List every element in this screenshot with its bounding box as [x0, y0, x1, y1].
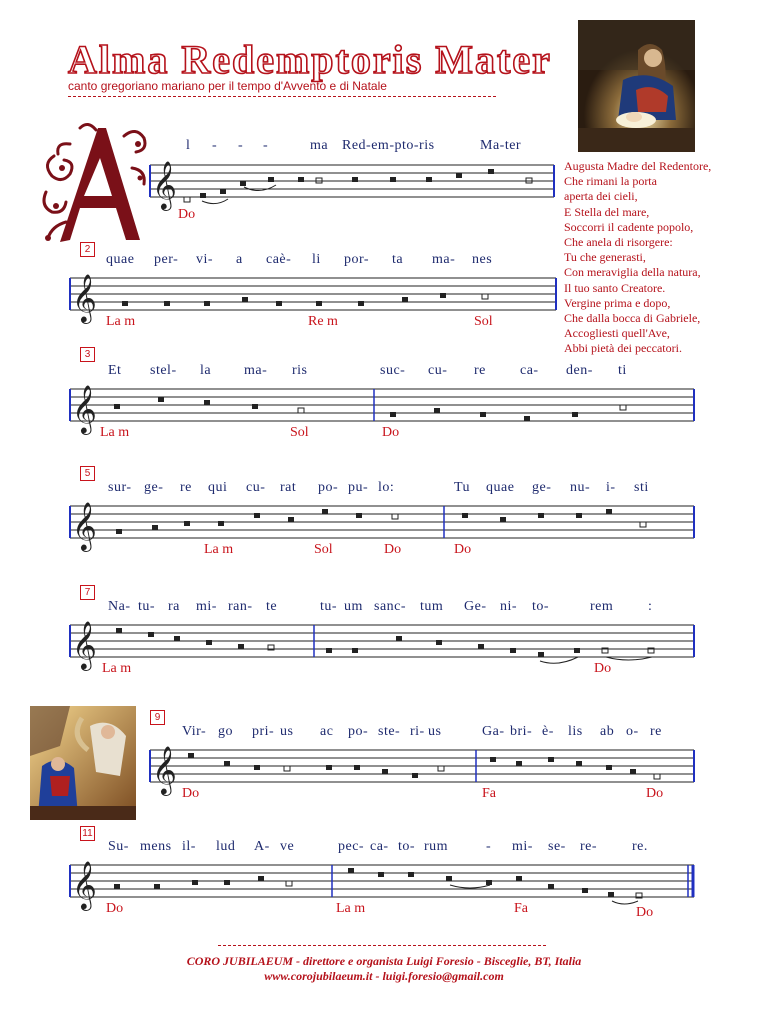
chord-label: La m: [106, 314, 136, 329]
measure-number: 5: [80, 466, 95, 481]
chord-label: Do: [594, 661, 612, 676]
translation-line: E Stella del mare,: [564, 204, 650, 219]
music-system-4: [68, 480, 696, 565]
lyric-syllable: nu-: [570, 480, 591, 495]
translation-line: Che rimani la porta: [564, 174, 657, 189]
lyric-syllable: ca-: [520, 363, 539, 378]
lyric-syllable: rem: [590, 599, 614, 614]
lyric-syllable: us: [280, 724, 294, 739]
lyric-syllable: rum: [424, 839, 449, 854]
lyric-syllable: sanc-: [374, 599, 407, 614]
chord-label: Do: [106, 901, 124, 916]
lyric-syllable: ni-: [500, 599, 518, 614]
lyric-syllable: pec-: [338, 839, 365, 854]
lyric-syllable: re.: [632, 839, 648, 854]
music-system-5: [68, 599, 696, 684]
lyric-syllable: bri-: [510, 724, 533, 739]
annunciation-painting: [30, 706, 136, 820]
lyric-syllable: ri-: [410, 724, 425, 739]
lyric-syllable: tu-: [138, 599, 156, 614]
chord-label: Fa: [482, 786, 496, 801]
lyrics-line: [148, 138, 556, 158]
chord-label: Do: [454, 542, 472, 557]
lyric-syllable: ris: [292, 363, 308, 378]
lyric-syllable: tu-: [320, 599, 338, 614]
lyric-syllable: la: [200, 363, 212, 378]
lyric-syllable: po-: [318, 480, 339, 495]
lyric-syllable: ve: [280, 839, 295, 854]
lyric-syllable: ran-: [228, 599, 253, 614]
lyric-syllable: ge-: [144, 480, 164, 495]
lyric-syllable: lo:: [378, 480, 395, 495]
lyric-syllable: li: [312, 252, 321, 267]
lyric-syllable: per-: [154, 252, 179, 267]
chord-label: La m: [100, 425, 130, 440]
svg-text:𝄞: 𝄞: [152, 160, 177, 209]
lyric-syllable: lis: [568, 724, 583, 739]
lyric-syllable: -: [263, 138, 269, 153]
chord-label: Do: [384, 542, 402, 557]
footer-contacts[interactable]: www.corojubilaeum.it - luigi.foresio@gmail.com: [264, 969, 504, 983]
lyric-syllable: ca-: [370, 839, 389, 854]
italian-translation: [564, 159, 754, 357]
illuminated-initial: [40, 122, 150, 250]
chord-label: Re m: [308, 314, 338, 329]
music-system-2: [68, 252, 558, 342]
page-subtitle: canto gregoriano mariano per il tempo d'Avvento e di Natale: [68, 79, 387, 93]
chord-label: Sol: [474, 314, 493, 329]
lyrics-line: [148, 724, 696, 744]
lyric-syllable: us: [428, 724, 442, 739]
page-title: Alma Redemptoris Mater: [68, 37, 552, 82]
lyric-syllable: Red-em-pto-ris: [342, 138, 435, 153]
staff-lines: [68, 859, 696, 919]
lyric-syllable: ti: [618, 363, 627, 378]
lyric-syllable: ma-: [244, 363, 268, 378]
lyric-syllable: A-: [254, 839, 270, 854]
lyric-syllable: por-: [344, 252, 370, 267]
lyric-syllable: re-: [580, 839, 598, 854]
measure-number: 7: [80, 585, 95, 600]
lyric-syllable: :: [648, 599, 653, 614]
lyric-syllable: Et: [108, 363, 122, 378]
lyric-syllable: ma: [310, 138, 329, 153]
lyric-syllable: Su-: [108, 839, 129, 854]
lyric-syllable: quae: [486, 480, 515, 495]
lyric-syllable: o-: [626, 724, 639, 739]
lyric-syllable: il-: [182, 839, 196, 854]
lyric-syllable: ac: [320, 724, 334, 739]
lyric-syllable: i-: [606, 480, 616, 495]
staff-lines: [148, 159, 556, 229]
measure-number: 11: [80, 826, 95, 841]
music-system-3: [68, 363, 696, 448]
svg-text:𝄞: 𝄞: [72, 384, 97, 433]
lyric-syllable: Ma-ter: [480, 138, 522, 153]
chord-label: La m: [204, 542, 234, 557]
lyric-syllable: vi-: [196, 252, 214, 267]
lyric-syllable: caè-: [266, 252, 292, 267]
chord-label: La m: [336, 901, 366, 916]
lyric-syllable: qui: [208, 480, 228, 495]
translation-line: Augusta Madre del Redentore,: [564, 159, 712, 173]
measure-number: 9: [150, 710, 165, 725]
lyric-syllable: sur-: [108, 480, 132, 495]
svg-text:𝄞: 𝄞: [72, 620, 97, 669]
lyric-syllable: Ga-: [482, 724, 505, 739]
lyric-syllable: rat: [280, 480, 297, 495]
lyric-syllable: stel-: [150, 363, 177, 378]
chord-label: Do: [636, 905, 654, 920]
nativity-painting: [578, 20, 695, 152]
lyric-syllable: go: [218, 724, 233, 739]
lyric-syllable: Na-: [108, 599, 131, 614]
lyrics-line: [68, 839, 696, 859]
music-system-7: [68, 839, 696, 924]
music-system-1: [148, 135, 556, 235]
translation-line: Con meraviglia della natura,: [564, 265, 701, 280]
chord-label: Fa: [514, 901, 528, 916]
chord-label: Do: [178, 207, 196, 222]
lyric-syllable: mi-: [196, 599, 217, 614]
lyric-syllable: re: [474, 363, 486, 378]
lyrics-line: [68, 480, 696, 500]
lyric-syllable: ra: [168, 599, 180, 614]
lyric-syllable: Vir-: [182, 724, 207, 739]
lyric-syllable: mens: [140, 839, 172, 854]
lyrics-line: [68, 363, 696, 383]
chord-label: Do: [382, 425, 400, 440]
lyric-syllable: ste-: [378, 724, 401, 739]
lyric-syllable: nes: [472, 252, 493, 267]
lyric-syllable: cu-: [428, 363, 448, 378]
lyric-syllable: -: [212, 138, 218, 153]
measure-number: 2: [80, 242, 95, 257]
lyric-syllable: Ge-: [464, 599, 487, 614]
lyric-syllable: te: [266, 599, 278, 614]
lyric-syllable: -: [486, 839, 492, 854]
lyric-syllable: um: [344, 599, 363, 614]
lyric-syllable: ta: [392, 252, 404, 267]
chord-label: Sol: [290, 425, 309, 440]
lyric-syllable: a: [236, 252, 243, 267]
music-system-6: [148, 724, 696, 809]
lyric-syllable: quae: [106, 252, 135, 267]
translation-line: aperta dei cieli,: [564, 189, 638, 204]
lyric-syllable: sti: [634, 480, 649, 495]
lyric-syllable: tum: [420, 599, 444, 614]
chord-label: Do: [646, 786, 664, 801]
lyric-syllable: to-: [532, 599, 550, 614]
lyric-syllable: ab: [600, 724, 615, 739]
chord-label: La m: [102, 661, 132, 676]
lyrics-line: [68, 252, 558, 272]
lyric-syllable: po-: [348, 724, 369, 739]
footer-divider: [218, 945, 546, 946]
lyric-syllable: ma-: [432, 252, 456, 267]
footer-credits: CORO JUBILAEUM - direttore e organista Luigi Foresio - Bisceglie, BT, Italia: [186, 954, 582, 968]
lyrics-line: [68, 599, 696, 619]
translation-line: Che anela di risorgere:: [564, 235, 673, 250]
lyric-syllable: ge-: [532, 480, 552, 495]
svg-text:𝄞: 𝄞: [72, 273, 97, 322]
lyric-syllable: Tu: [454, 480, 471, 495]
translation-line: Che dalla bocca di Gabriele,: [564, 311, 701, 326]
lyric-syllable: den-: [566, 363, 593, 378]
measure-number: 3: [80, 347, 95, 362]
chord-label: Sol: [314, 542, 333, 557]
lyric-syllable: suc-: [380, 363, 406, 378]
svg-text:𝄞: 𝄞: [72, 501, 97, 550]
lyric-syllable: è-: [542, 724, 554, 739]
lyric-syllable: to-: [398, 839, 416, 854]
lyric-syllable: mi-: [512, 839, 533, 854]
lyric-syllable: l: [186, 138, 191, 153]
title-divider: [68, 96, 496, 97]
lyric-syllable: se-: [548, 839, 566, 854]
lyric-syllable: pu-: [348, 480, 369, 495]
chord-label: Do: [182, 786, 200, 801]
lyric-syllable: re: [650, 724, 662, 739]
translation-line: Il tuo santo Creatore.: [564, 280, 666, 295]
lyric-syllable: cu-: [246, 480, 266, 495]
staff-lines: [68, 500, 696, 560]
lyric-syllable: re: [180, 480, 192, 495]
lyric-syllable: pri-: [252, 724, 275, 739]
lyric-syllable: -: [238, 138, 244, 153]
lyric-syllable: lud: [216, 839, 236, 854]
svg-text:𝄞: 𝄞: [72, 860, 97, 909]
translation-line: Soccorri il cadente popolo,: [564, 219, 694, 234]
translation-line: Accogliesti quell'Ave,: [564, 326, 670, 341]
translation-line: Tu che generasti,: [564, 250, 646, 265]
svg-text:𝄞: 𝄞: [152, 745, 177, 794]
staff-lines: [148, 744, 696, 804]
translation-line: Abbi pietà dei peccatori.: [564, 341, 682, 356]
translation-line: Vergine prima e dopo,: [564, 295, 671, 310]
